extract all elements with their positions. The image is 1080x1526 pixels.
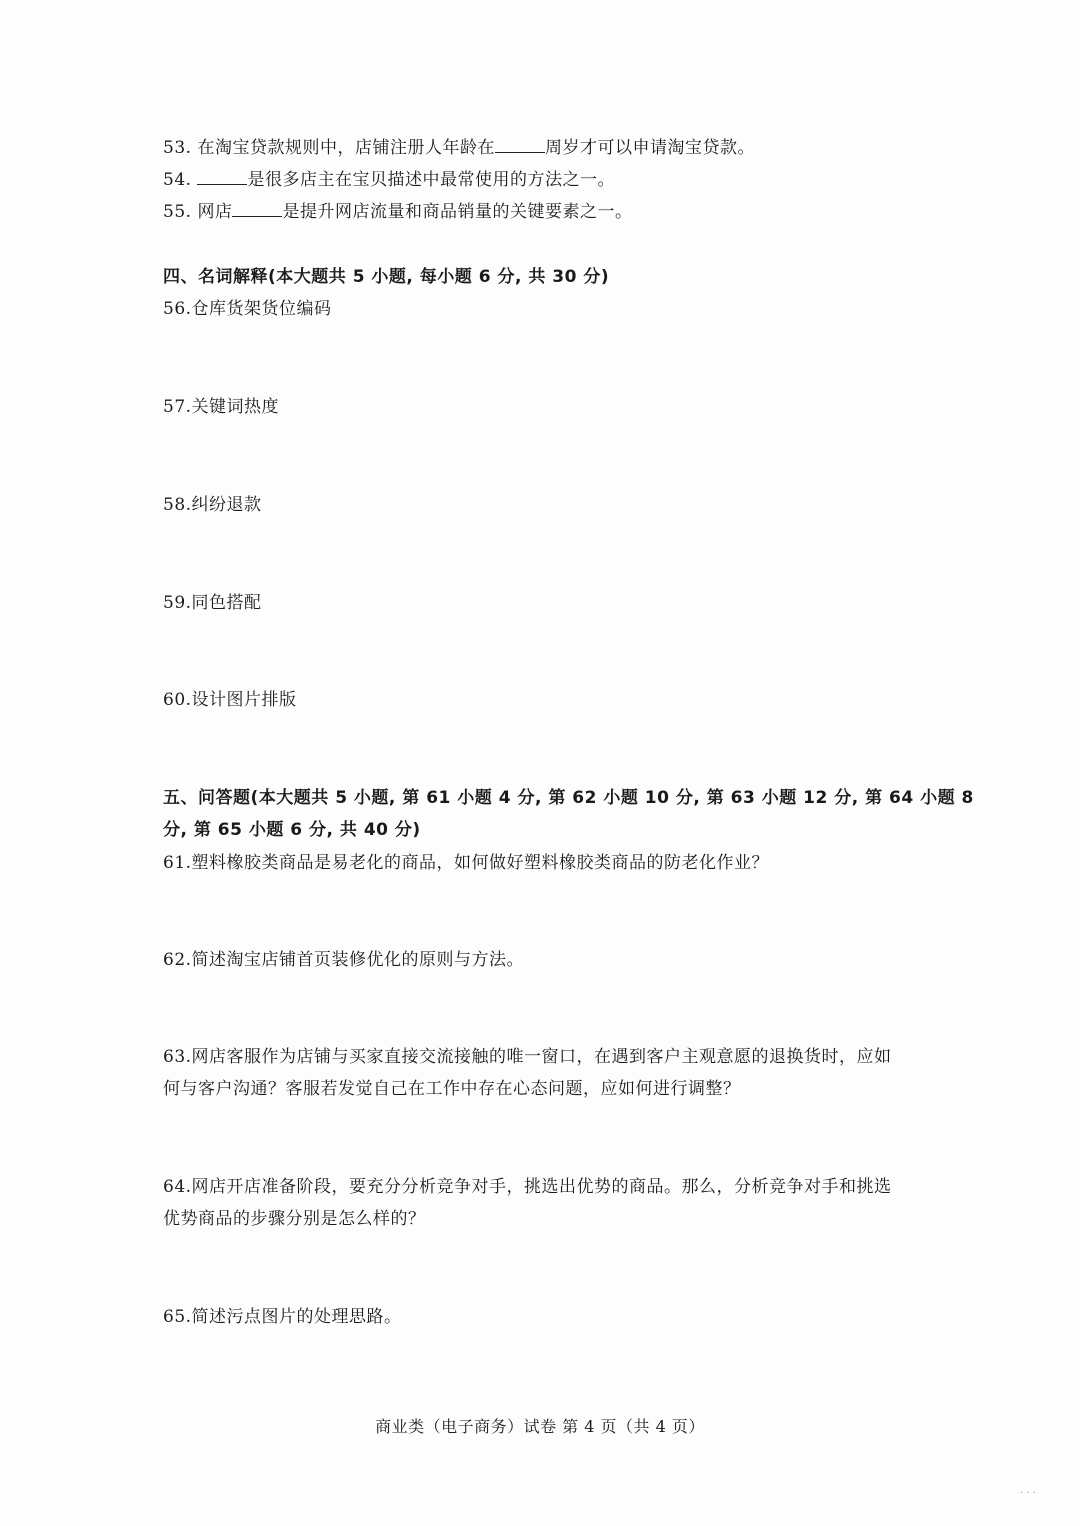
- question-54-after: 是很多店主在宝贝描述中最常使用的方法之一。: [247, 170, 615, 190]
- question-61: 61.塑料橡胶类商品是易老化的商品，如何做好塑料橡胶类商品的防老化作业？: [163, 853, 770, 873]
- section-5-heading-line-2: 分, 第 65 小题 6 分, 共 40 分): [163, 820, 421, 840]
- question-55-after: 是提升网店流量和商品销量的关键要素之一。: [282, 202, 633, 222]
- answer-blank-54: [197, 170, 247, 185]
- section-4-heading: 四、名词解释(本大题共 5 小题, 每小题 6 分, 共 30 分): [163, 267, 610, 287]
- question-63-line-2: 何与客户沟通？客服若发觉自己在工作中存在心态问题，应如何进行调整？: [163, 1079, 741, 1099]
- answer-blank-55: [232, 202, 282, 217]
- page-footer: 商业类（电子商务）试卷 第 4 页（共 4 页）: [375, 1417, 705, 1436]
- question-53: [163, 136, 755, 160]
- question-56: 56.仓库货架货位编码: [163, 299, 332, 319]
- corner-mark: · · ·: [1020, 1488, 1036, 1499]
- question-64-line-1: 64.网店开店准备阶段，要充分分析竞争对手，挑选出优势的商品。那么，分析竞争对手和挑选: [163, 1177, 892, 1197]
- section-5-heading-line-1: 五、问答题(本大题共 5 小题, 第 61 小题 4 分, 第 62 小题 10 分, 第 63 小题 12 分, 第 64 小题 8: [163, 788, 974, 808]
- answer-blank-53: [495, 138, 545, 153]
- question-54-before: 54.: [163, 170, 198, 190]
- question-55: [163, 200, 632, 224]
- question-53-after: 周岁才可以申请淘宝贷款。: [544, 138, 755, 158]
- question-63-line-1: 63.网店客服作为店铺与买家直接交流接触的唯一窗口，在遇到客户主观意愿的退换货时，应如: [163, 1047, 892, 1067]
- question-59: 59.同色搭配: [163, 593, 262, 613]
- question-60: 60.设计图片排版: [163, 690, 297, 710]
- question-57: 57.关键词热度: [163, 397, 280, 417]
- question-62: 62.简述淘宝店铺首页装修优化的原则与方法。: [163, 950, 525, 970]
- question-64-line-2: 优势商品的步骤分别是怎么样的？: [163, 1209, 426, 1229]
- question-65: 65.简述污点图片的处理思路。: [163, 1307, 402, 1327]
- question-54: [163, 168, 615, 192]
- question-53-before: 53. 在淘宝贷款规则中，店铺注册人年龄在: [163, 138, 495, 158]
- question-55-before: 55. 网店: [163, 202, 233, 222]
- question-58: 58.纠纷退款: [163, 495, 262, 515]
